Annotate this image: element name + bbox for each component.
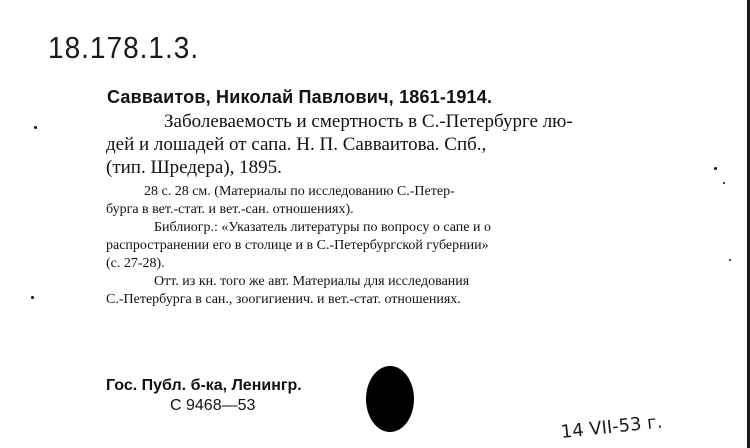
title-line: (тип. Шредера), 1895. (106, 157, 282, 178)
notes-line: (с. 27-28). (106, 256, 165, 271)
notes-line: распространении его в столице и в С.-Петербургской губернии» (106, 238, 489, 253)
stray-mark (31, 296, 34, 299)
stray-mark (34, 126, 37, 129)
stray-mark (714, 167, 717, 170)
stray-mark (723, 182, 725, 184)
library-line: Гос. Публ. б-ка, Ленингр. (106, 377, 302, 394)
title-line: Заболеваемость и смертность в С.-Петербурге лю- (164, 111, 573, 132)
punch-hole (366, 366, 414, 432)
title-line: дей и лошадей от сапа. Н. П. Савваитова. Спб., (106, 134, 487, 155)
notes-line: 28 с. 28 см. (Материалы по исследованию С.-Петер- (144, 184, 455, 199)
stray-mark (729, 259, 731, 261)
notes-line: Отт. из кн. того же авт. Материалы для исследования (154, 274, 470, 289)
author-heading: Савваитов, Николай Павлович, 1861-1914. (107, 87, 493, 107)
notes-line: С.-Петербурга в сан., зоогигиенич. и вет.-стат. отношениях. (106, 292, 461, 307)
call-number: 18.178.1.3. (48, 30, 200, 65)
notes-line: бурга в вет.-стат. и вет.-сан. отношениях). (106, 202, 354, 217)
shelfmark: С 9468—53 (170, 397, 256, 414)
handwritten-note: 14 VII-53 г. (559, 411, 664, 443)
notes-line: Библиогр.: «Указатель литературы по вопросу о сапе и о (154, 220, 491, 235)
